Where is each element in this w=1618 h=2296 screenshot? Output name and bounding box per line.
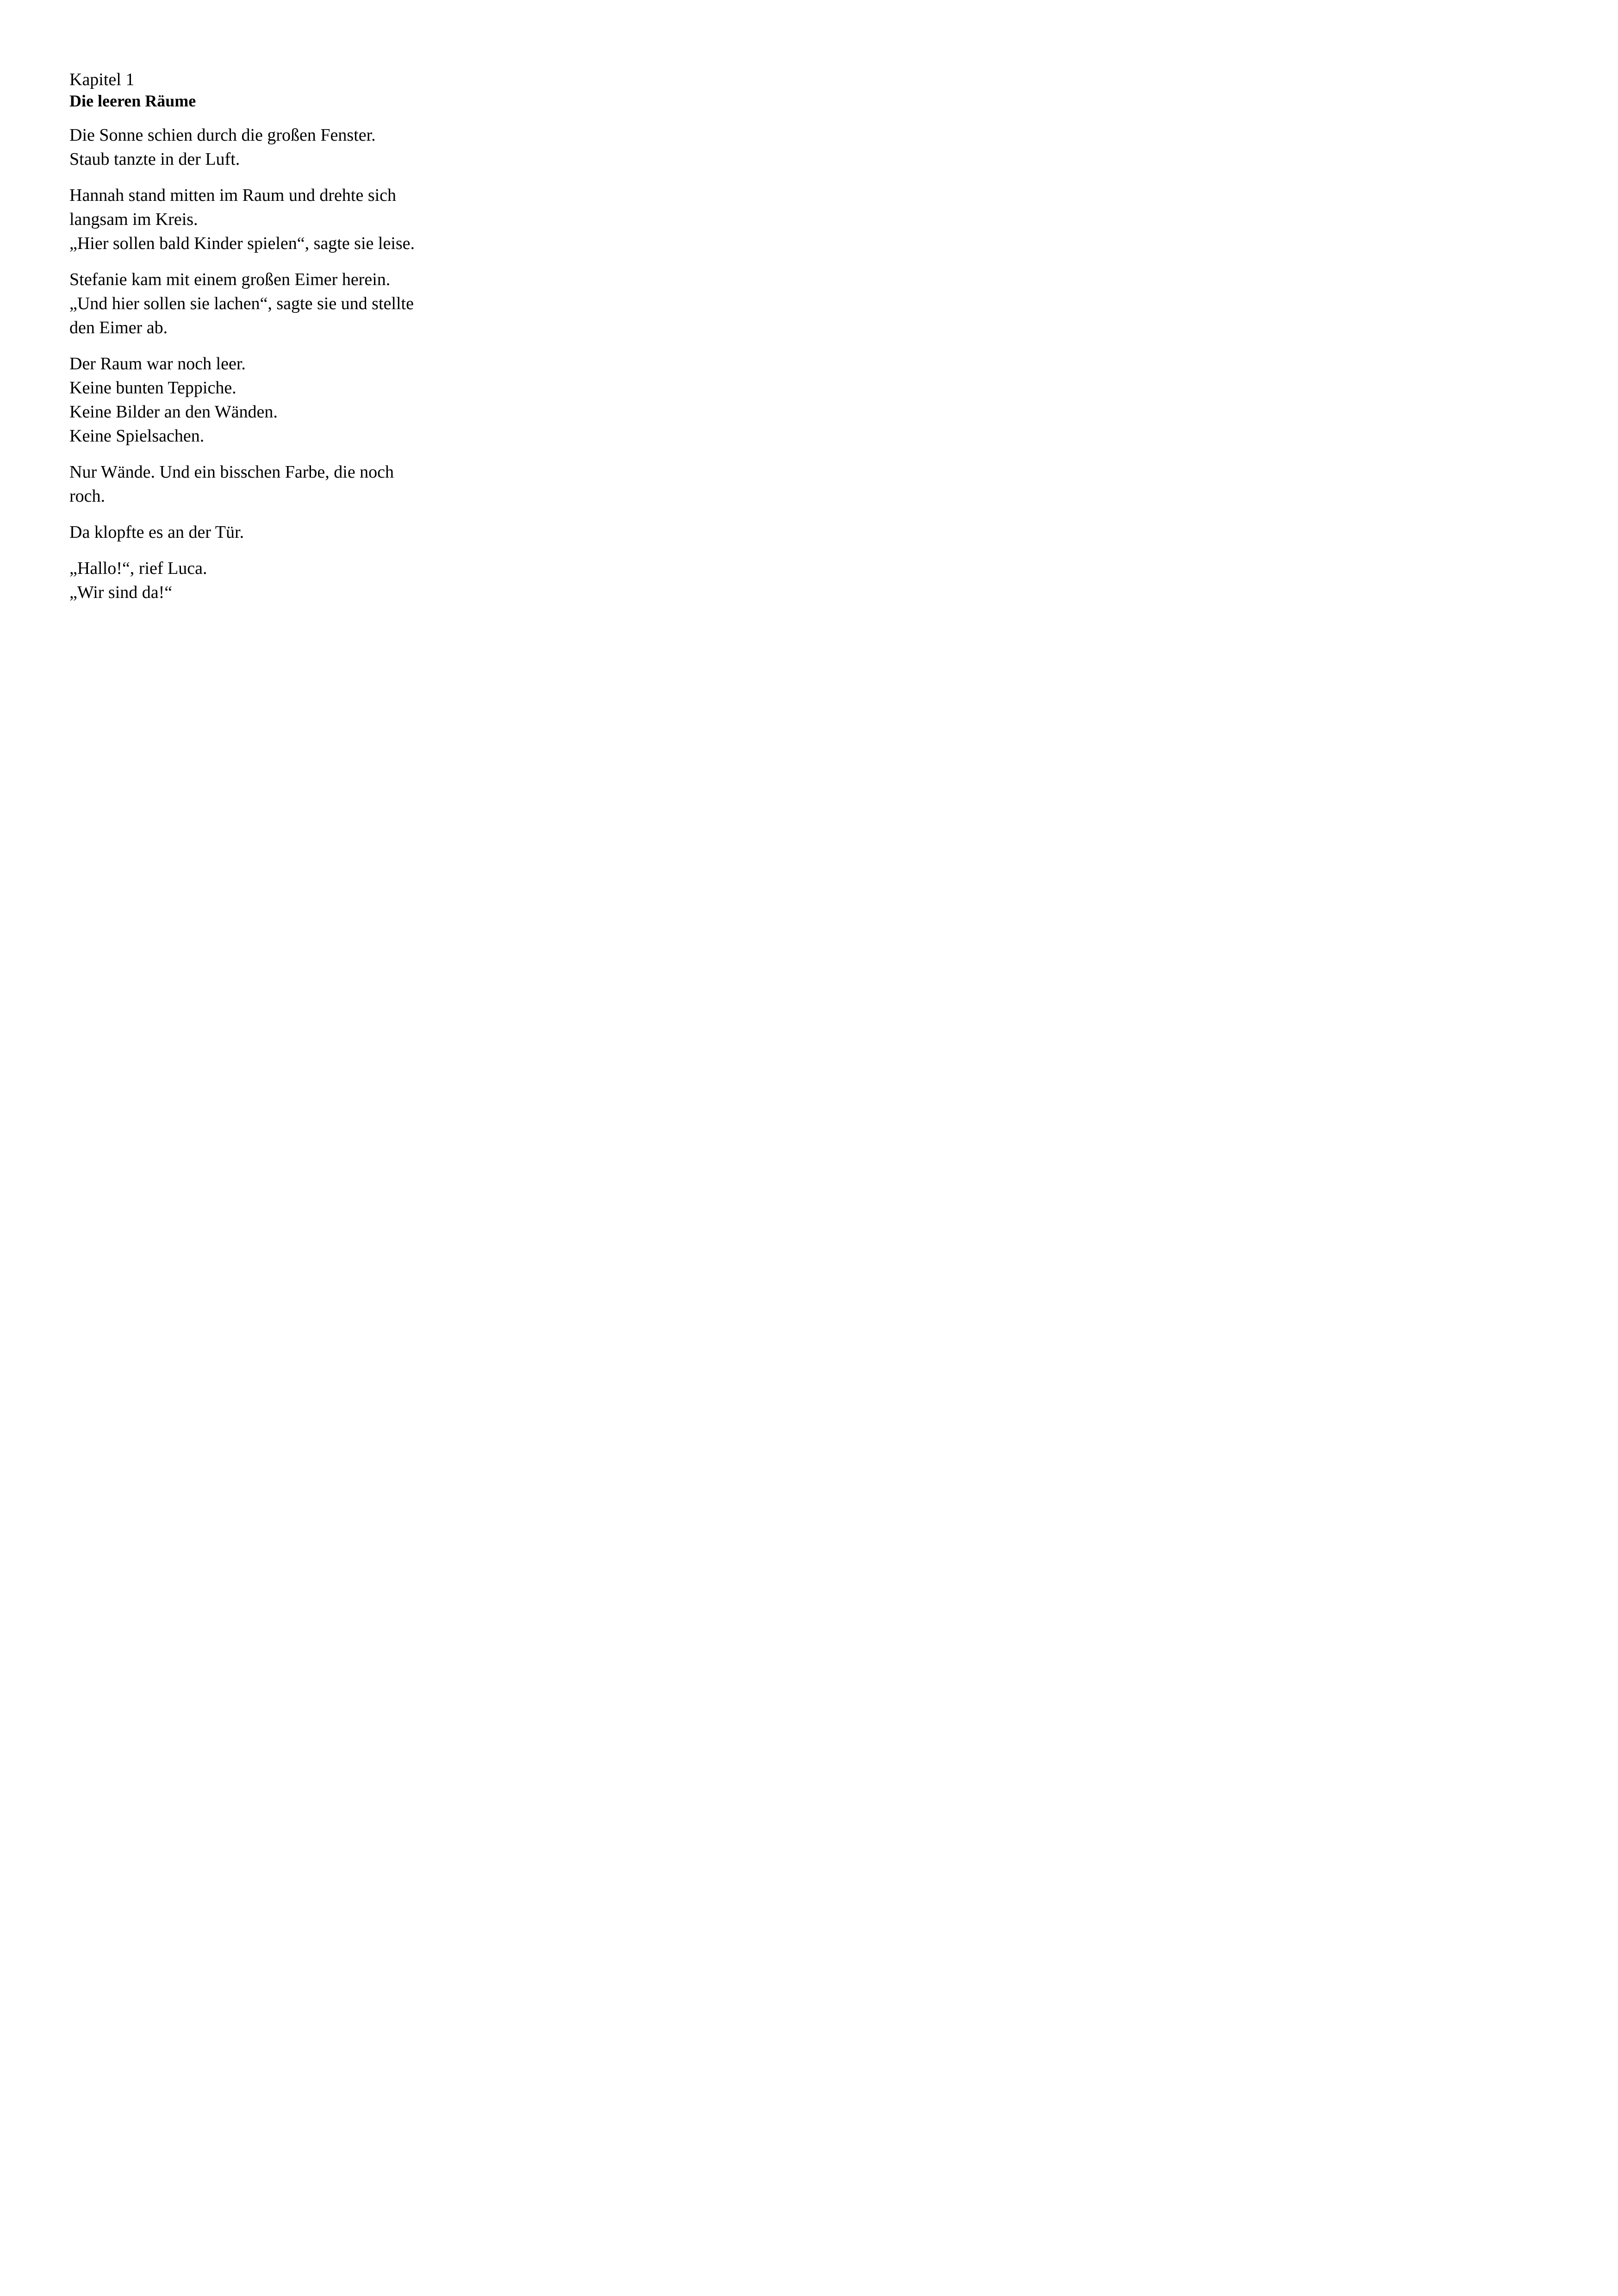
text-line: Der Raum war noch leer. [69, 354, 246, 373]
chapter-label: Kapitel 1 [69, 70, 135, 89]
text-line: langsam im Kreis. [69, 210, 198, 229]
text-line: „Hallo!“, rief Luca. [69, 559, 207, 578]
text-line: den Eimer ab. [69, 318, 168, 337]
text-line: Staub tanzte in der Luft. [69, 149, 240, 169]
paragraph [69, 123, 449, 171]
text-line: Nur Wände. Und ein bisschen Farbe, die noch [69, 462, 394, 482]
text-line: Da klopfte es an der Tür. [69, 523, 244, 542]
document-page [0, 0, 513, 724]
text-line: Die Sonne schien durch die großen Fenster. [69, 125, 376, 145]
paragraph [69, 183, 449, 255]
chapter-content [69, 68, 449, 604]
text-line: Keine bunten Teppiche. [69, 378, 236, 398]
paragraph [69, 520, 449, 544]
text-line: „Hier sollen bald Kinder spielen“, sagte sie leise. [69, 234, 415, 253]
text-line: Keine Bilder an den Wänden. [69, 402, 278, 422]
text-line: roch. [69, 486, 106, 506]
text-line: „Und hier sollen sie lachen“, sagte sie und stellte [69, 294, 414, 313]
paragraph [69, 460, 449, 508]
chapter-title: Die leeren Räume [69, 92, 196, 110]
text-line: „Wir sind da!“ [69, 583, 173, 602]
paragraph [69, 268, 449, 340]
paragraph [69, 556, 449, 604]
text-line: Stefanie kam mit einem großen Eimer herein. [69, 270, 391, 289]
text-line: Hannah stand mitten im Raum und drehte sich [69, 186, 397, 205]
paragraph [69, 352, 449, 448]
text-line: Keine Spielsachen. [69, 426, 205, 446]
